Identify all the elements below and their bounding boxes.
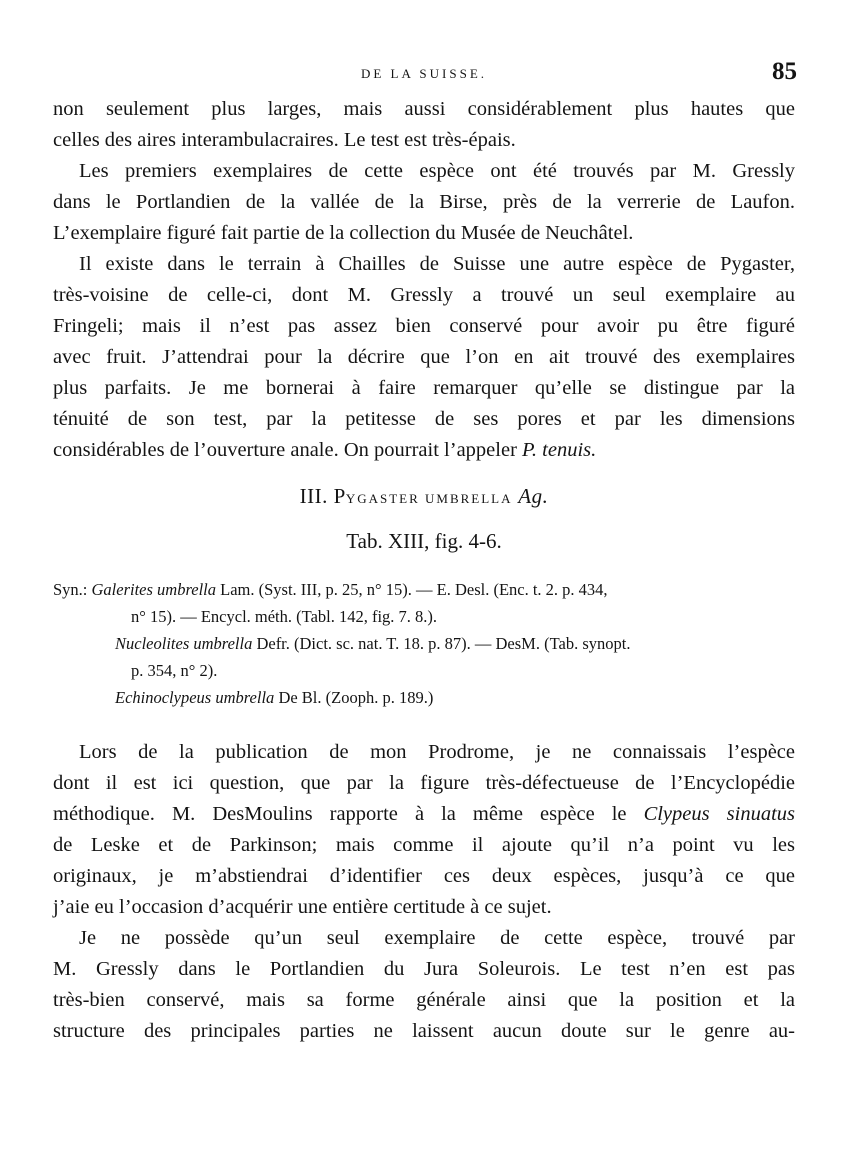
- text-line: L’exemplaire figuré fait partie de la collection du Musée de Neuchâtel.: [53, 222, 634, 244]
- paragraph-continued: [53, 94, 795, 156]
- text-line: ténuité de son test, par la petitesse de ses pores et par les dimensions: [53, 408, 795, 430]
- synonym-reference: Lam. (Syst. III, p. 25, n° 15). — E. Desl. (Enc. t. 2. p. 434,: [216, 580, 608, 599]
- synonymy-line: n° 15). — Encycl. méth. (Tabl. 142, fig. 7. 8.).: [131, 607, 438, 626]
- text-line: très-voisine de celle-ci, dont M. Gressly a trouvé un seul exemplaire au: [53, 284, 795, 306]
- text-line: de Leske et de Parkinson; mais comme il ajoute qu’il n’a point vu les: [53, 834, 795, 856]
- section-numeral: III.: [299, 484, 328, 508]
- text-line: non seulement plus larges, mais aussi considérablement plus hautes que: [53, 98, 795, 120]
- text-line: dans le Portlandien de la vallée de la Birse, près de la verrerie de Laufon.: [53, 191, 795, 213]
- synonymy-line: p. 354, n° 2).: [131, 661, 218, 680]
- synonymy-block: [53, 576, 795, 711]
- text-line: [53, 435, 795, 466]
- text-line: j’aie eu l’occasion d’acquérir une entière certitude à ce sujet.: [53, 896, 552, 918]
- text-line: Je ne possède qu’un seul exemplaire de cette espèce, trouvé par: [79, 927, 795, 949]
- text-line: M. Gressly dans le Portlandien du Jura Soleurois. Le test n’en est pas: [53, 958, 795, 980]
- text-line: structure des principales parties ne laissent aucun doute sur le genre au-: [53, 1020, 795, 1042]
- synonymy-line: [53, 576, 795, 603]
- running-head: [53, 58, 795, 94]
- species-name-italic: P. tenuis.: [522, 439, 597, 461]
- text-line: Les premiers exemplaires de cette espèce ont été trouvés par M. Gressly: [79, 160, 795, 182]
- section-heading: [53, 484, 795, 509]
- text-fragment: considérables de l’ouverture anale. On pourrait l’appeler: [53, 439, 523, 461]
- text-line: Lors de la publication de mon Prodrome, je ne connaissais l’espèce: [79, 741, 795, 763]
- text-line: originaux, je m’abstiendrai d’identifier ces deux espèces, jusqu’à ce que: [53, 865, 795, 887]
- text-line: très-bien conservé, mais sa forme générale ainsi que la position et la: [53, 989, 795, 1011]
- paragraph-discovery: [53, 156, 795, 249]
- synonym-name: Echinoclypeus umbrella: [115, 688, 275, 707]
- book-page: [53, 58, 795, 1047]
- paragraph-specimen: [53, 923, 795, 1047]
- plate-reference: Tab. XIII, fig. 4-6.: [346, 529, 502, 553]
- running-title: DE LA SUISSE.: [360, 66, 488, 81]
- synonym-reference: Defr. (Dict. sc. nat. T. 18. p. 87). — DesM. (Tab. synopt.: [252, 634, 631, 653]
- text-line: dont il est ici question, que par la figure très-défectueuse de l’Encyclopédie: [53, 772, 795, 794]
- text-fragment: méthodique. M. DesMoulins rapporte à la même espèce le: [53, 803, 644, 825]
- text-line: Il existe dans le terrain à Chailles de Suisse une autre espèce de Pygaster,: [79, 253, 795, 275]
- paragraph-prodrome: [53, 737, 795, 923]
- text-line: Fringeli; mais il n’est pas assez bien conservé pour avoir pu être figuré: [53, 315, 795, 337]
- synonymy-line: [53, 684, 795, 711]
- page-number: 85: [772, 58, 797, 85]
- synonym-reference: De Bl. (Zooph. p. 189.): [274, 688, 434, 707]
- species-name-italic: Clypeus sinuatus: [643, 803, 795, 825]
- section-author: Ag.: [518, 484, 549, 508]
- text-line: plus parfaits. Je me bornerai à faire remarquer qu’elle se distingue par la: [53, 377, 795, 399]
- synonymy-line: [53, 630, 795, 657]
- species-smallcaps: YGASTER UMBRELLA: [345, 491, 513, 506]
- synonymy-label: Syn.:: [53, 580, 88, 599]
- synonym-name: Galerites umbrella: [91, 580, 217, 599]
- text-line: [53, 799, 795, 830]
- section-species: [334, 484, 513, 508]
- paragraph-other-species: [53, 249, 795, 466]
- text-line: avec fruit. J’attendrai pour la décrire que l’on en ait trouvé des exemplaires: [53, 346, 795, 368]
- species-initial: P: [333, 484, 346, 508]
- synonym-name: Nucleolites umbrella: [115, 634, 253, 653]
- text-line: celles des aires interambulacraires. Le test est très-épais.: [53, 129, 516, 151]
